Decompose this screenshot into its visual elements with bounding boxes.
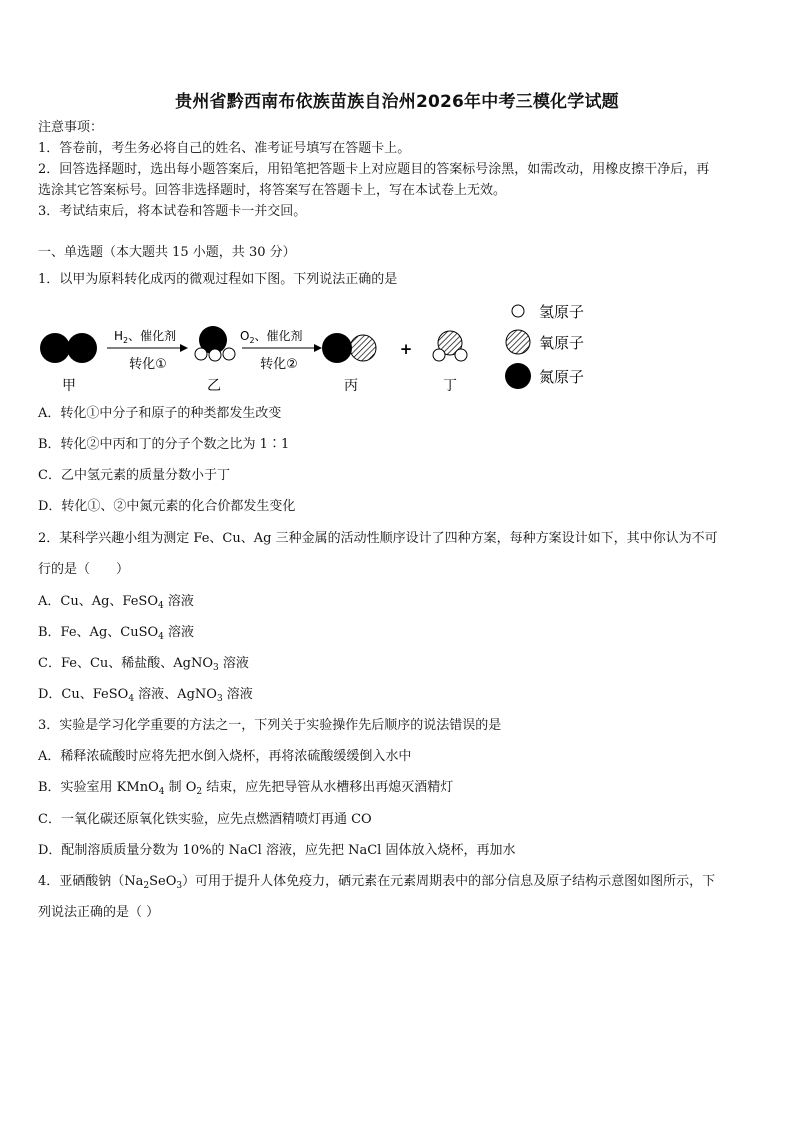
question-3-option-b: B．实验室用 KMnO$_4$ 制 $O_2$ 结束，应先把导管从水槽移出再熄灭酒精灯 (38, 780, 454, 797)
question-3-option-a: A．稀释浓硫酸时应将先把水倒入烧杯，再将浓硫酸缓缓倒入水中 (38, 749, 412, 764)
svg-text:O2、催化剂 (240, 328, 303, 345)
question-2-option-d: D．Cu、FeSO$_4$ 溶液、AgNO$_3$ 溶液 (38, 687, 253, 704)
arrow-2-step: 转化② (260, 357, 298, 372)
section-heading: 一、单选题（本大题共 15 小题，共 30 分） (38, 245, 296, 260)
label-bing: 丙 (344, 378, 358, 394)
molecule-yi (195, 326, 235, 361)
reaction-diagram (30, 296, 610, 398)
question-4-stem: 4．亚硒酸钠$(Na_2SeO_3)$可用于提升人体免疫力，硒元素在元素周期表中的部分信息及原子结构示意图如图所示，下 (38, 874, 716, 891)
notice-item-2: 2．回答选择题时，选出每小题答案后，用铅笔把答题卡上对应题目的答案标号涂黑，如需改动，用橡皮擦干净后，再 (38, 162, 710, 177)
molecule-jia (40, 333, 97, 363)
arrow-2-reagent-sub: 2 (249, 336, 255, 345)
oxygen-atom-icon (506, 330, 530, 354)
arrow-2-reagent: O (240, 329, 250, 343)
arrow-1-reagent: H (114, 329, 124, 343)
question-2-option-b: B．Fe、Ag、CuSO$_4$ 溶液 (38, 625, 195, 642)
legend-hydrogen: 氢原子 (539, 303, 585, 321)
legend (505, 303, 584, 389)
page-title: 贵州省黔西南布依族苗族自治州2026年中考三模化学试题 (175, 92, 619, 112)
arrow-1-catalyst: 、催化剂 (128, 329, 177, 343)
notice-item-1: 1．答卷前，考生务必将自己的姓名、准考证号填写在答题卡上。 (38, 141, 411, 156)
question-1-option-a: A．转化①中分子和原子的种类都发生改变 (38, 406, 282, 421)
molecule-bing (322, 333, 376, 363)
question-2-stem-cont: 行的是（ ） (38, 562, 130, 577)
question-1-stem: 1．以甲为原料转化成丙的微观过程如下图。下列说法正确的是 (38, 272, 398, 287)
nitrogen-atom-icon (505, 363, 531, 389)
label-ding: 丁 (443, 378, 457, 394)
question-1-option-b: B．转化②中丙和丁的分子个数之比为 1∶1 (38, 437, 290, 452)
legend-oxygen: 氧原子 (539, 334, 585, 352)
question-4-stem-cont: 列说法正确的是（ ） (38, 905, 160, 920)
notice-item-3: 3．考试结束后，将本试卷和答题卡一并交回。 (38, 204, 307, 219)
question-1-option-d: D．转化①、②中氮元素的化合价都发生变化 (38, 499, 296, 514)
arrow-2 (242, 344, 322, 352)
hydrogen-atom-icon (512, 305, 524, 317)
arrow-1-step: 转化① (129, 357, 167, 372)
label-jia: 甲 (62, 378, 76, 394)
notice-item-2-cont: 选涂其它答案标号。回答非选择题时，将答案写在答题卡上，写在本试卷上无效。 (38, 183, 507, 198)
question-1-option-c: C．乙中氢元素的质量分数小于丁 (38, 468, 230, 483)
question-2-stem: 2．某科学兴趣小组为测定 Fe、Cu、Ag 三种金属的活动性顺序设计了四种方案，每种方案设计如下，其中你认为不可 (38, 531, 718, 546)
arrow-1 (107, 344, 188, 352)
legend-nitrogen: 氮原子 (539, 368, 585, 386)
question-2-option-a: A．Cu、Ag、FeSO$_4$ 溶液 (38, 594, 194, 611)
question-2-option-c: C．Fe、Cu、稀盐酸、AgNO$_3$ 溶液 (38, 656, 249, 673)
label-yi: 乙 (207, 378, 221, 394)
plus-sign: + (399, 340, 413, 358)
arrow-2-catalyst: 、催化剂 (254, 329, 303, 343)
question-3-option-c: C．一氧化碳还原氧化铁实验，应先点燃酒精喷灯再通 CO (38, 812, 372, 827)
molecule-ding (433, 331, 467, 361)
svg-text:H2、催化剂 (114, 328, 176, 345)
question-3-option-d: D．配制溶质质量分数为 10%的 NaCl 溶液，应先把 NaCl 固体放入烧杯，再加水 (38, 843, 516, 858)
arrow-1-reagent-sub: 2 (123, 336, 129, 345)
notice-label: 注意事项： (38, 120, 104, 135)
question-3-stem: 3．实验是学习化学重要的方法之一，下列关于实验操作先后顺序的说法错误的是 (38, 718, 502, 733)
